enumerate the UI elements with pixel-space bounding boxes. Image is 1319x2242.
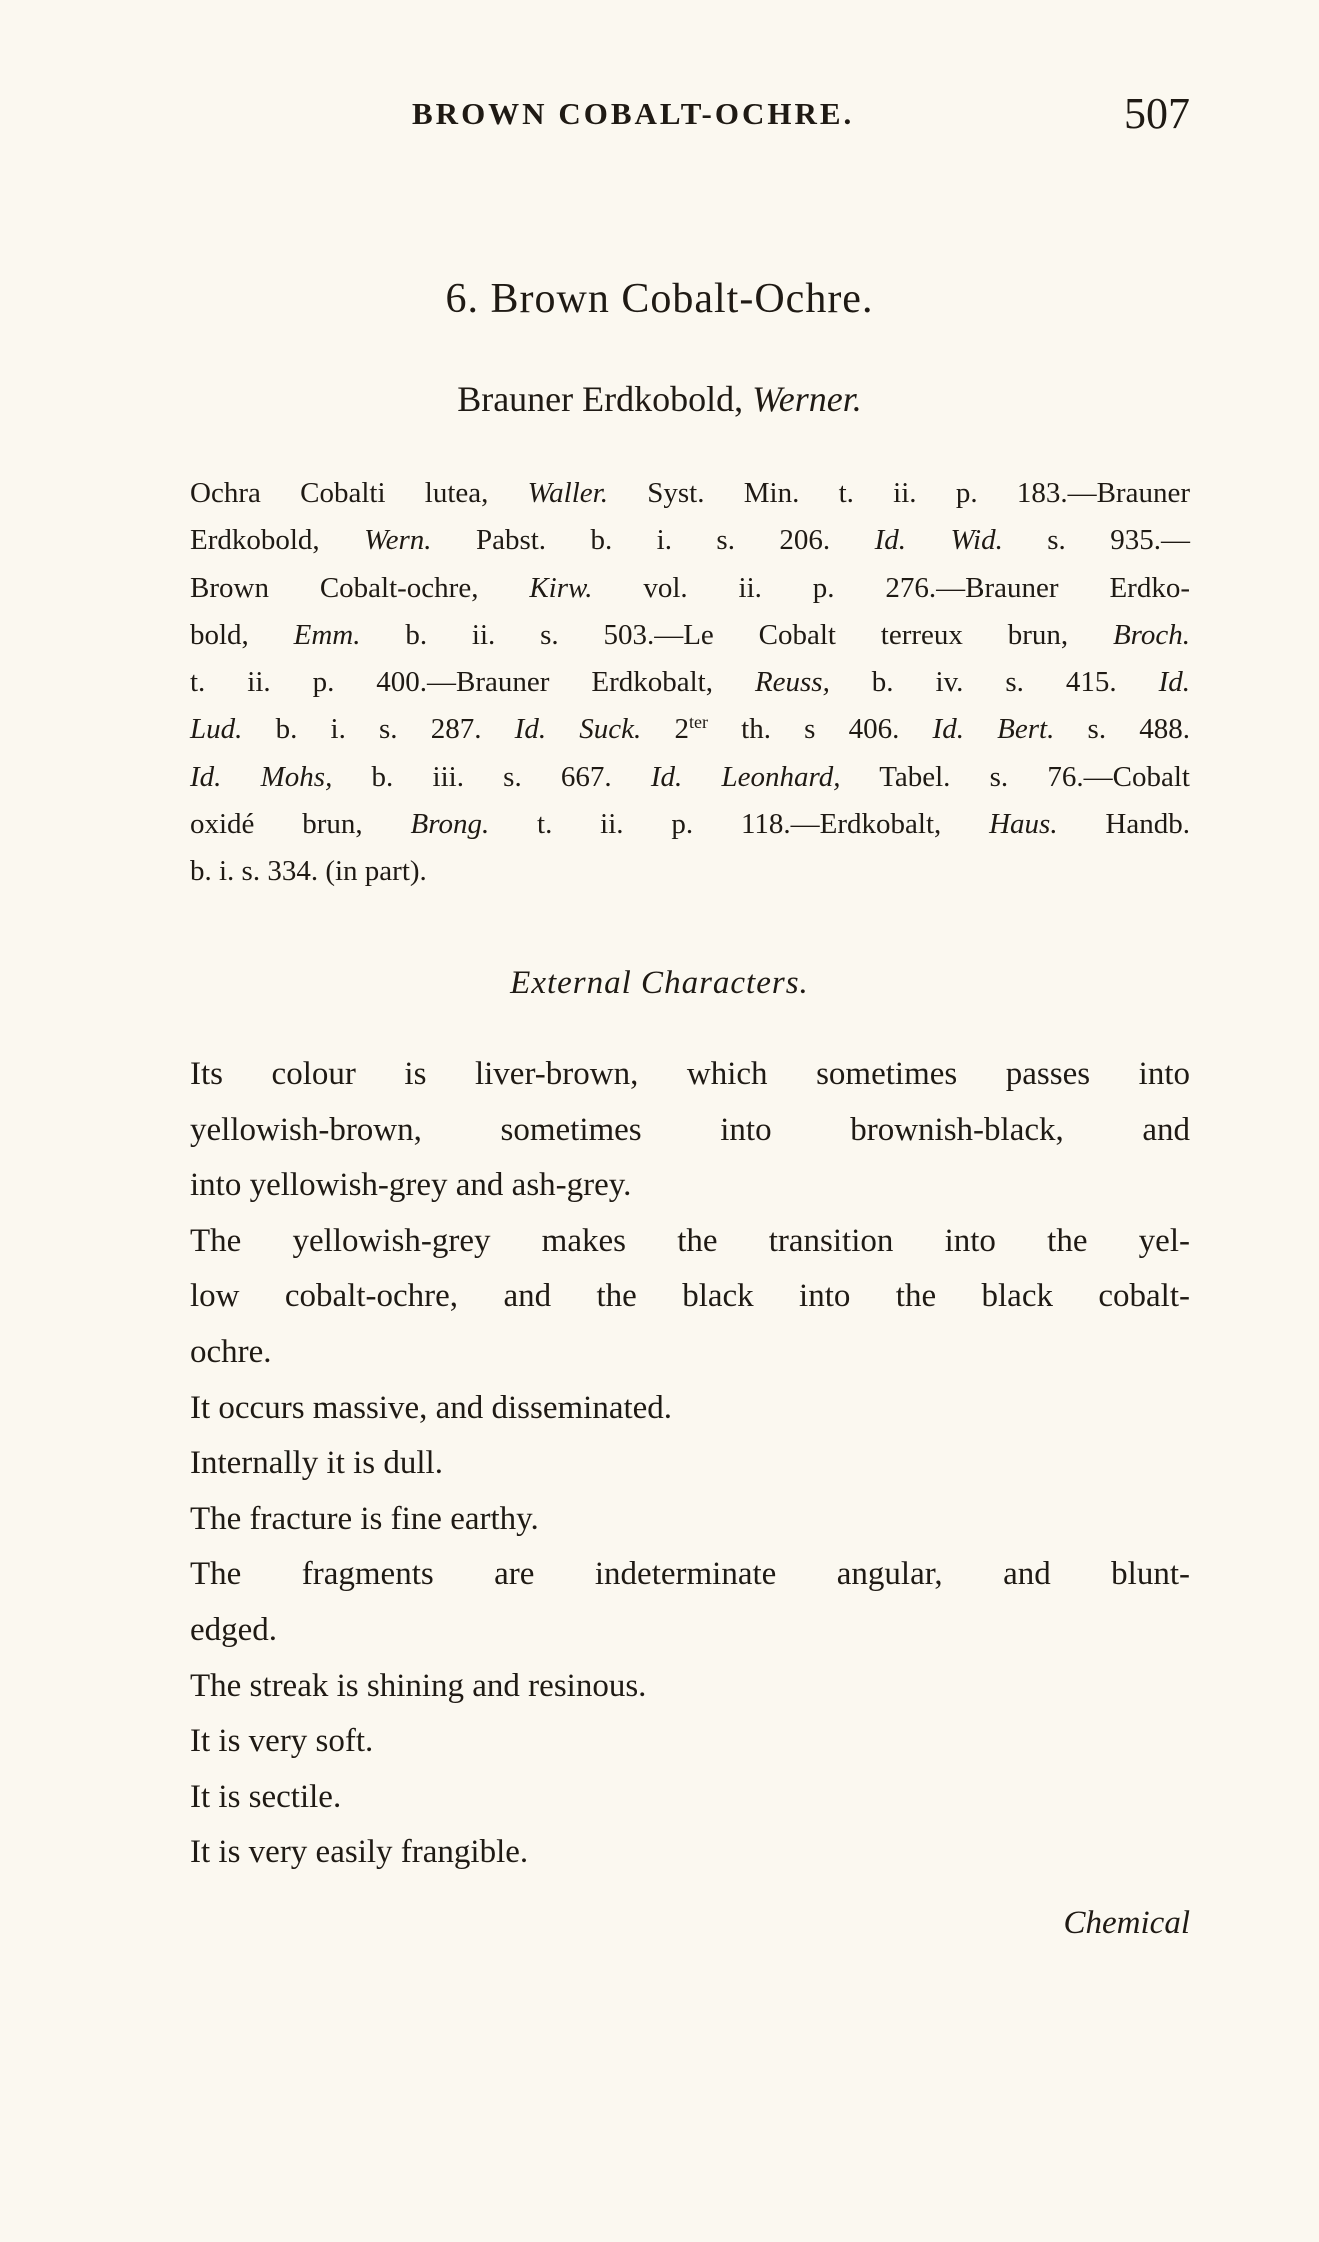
body-line: into yellowish-grey and ash-grey. xyxy=(190,1167,632,1204)
german-name-text: Brauner Erdkobold, xyxy=(457,379,744,419)
synonymy-line: oxidé brun, Brong. t. ii. p. 118.—Erdkobalt, Haus. Handb. xyxy=(190,808,1190,841)
synonymy-line: b. i. s. 334. (in part). xyxy=(190,855,427,888)
body-line: The yellowish-grey makes the transition into the yel- xyxy=(190,1222,1190,1259)
body-line: The fracture is fine earthy. xyxy=(190,1500,539,1537)
body-line: ochre. xyxy=(190,1333,272,1370)
page-number: 507 xyxy=(1124,89,1190,138)
running-title: BROWN COBALT-OCHRE. xyxy=(412,96,855,131)
page-header xyxy=(190,88,1190,148)
body-line: low cobalt-ochre, and the black into the black cobalt- xyxy=(190,1278,1190,1315)
synonymy-line: Erdkobold, Wern. Pabst. b. i. s. 206. Id. Wid. s. 935.— xyxy=(190,524,1190,557)
synonymy-line: Brown Cobalt-ochre, Kirw. vol. ii. p. 276.—Brauner Erdko- xyxy=(190,571,1190,604)
synonymy-line: Id. Mohs, b. iii. s. 667. Id. Leonhard, Tabel. s. 76.—Cobalt xyxy=(190,760,1190,793)
german-authority: Werner. xyxy=(752,379,862,419)
synonymy-paragraph xyxy=(190,470,1190,896)
section-title: 6. Brown Cobalt-Ochre. xyxy=(445,276,874,322)
body-line: edged. xyxy=(190,1611,278,1648)
german-name xyxy=(0,378,1319,420)
body-line: Its colour is liver-brown, which sometimes passes into xyxy=(190,1056,1190,1092)
body-paragraphs xyxy=(190,1047,1190,1881)
body-line: Internally it is dull. xyxy=(190,1445,443,1482)
synonymy-line: Lud. b. i. s. 287. Id. Suck. $2^{ter}$ th. s 406. Id. Bert. s. 488. xyxy=(190,712,1191,746)
body-line: The streak is shining and resinous. xyxy=(190,1667,647,1704)
catchword: Chemical xyxy=(1063,1905,1190,1941)
synonymy-line: t. ii. p. 400.—Brauner Erdkobalt, Reuss, b. iv. s. 415. Id. xyxy=(190,666,1190,699)
body-line: The fragments are indeterminate angular, and blunt- xyxy=(190,1556,1190,1593)
body-line: It is sectile. xyxy=(190,1778,342,1815)
body-line: It occurs massive, and disseminated. xyxy=(190,1389,673,1426)
synonymy-line: bold, Emm. b. ii. s. 503.—Le Cobalt terreux brun, Broch. xyxy=(190,618,1190,651)
synonymy-line: Ochra Cobalti lutea, Waller. Syst. Min. t. ii. p. 183.—Brauner xyxy=(190,477,1190,509)
section-subheading: External Characters. xyxy=(510,965,809,1001)
body-line: It is very easily frangible. xyxy=(190,1834,529,1871)
body-line: yellowish-brown, sometimes into brownish-black, and xyxy=(190,1111,1190,1148)
body-line: It is very soft. xyxy=(190,1723,374,1760)
